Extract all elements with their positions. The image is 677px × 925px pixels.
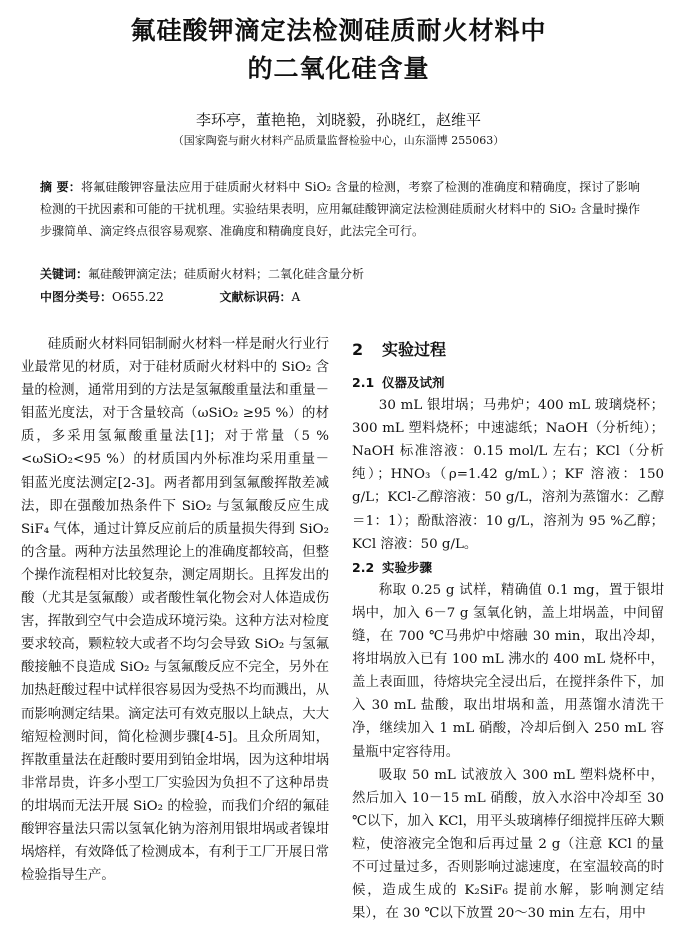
intro-paragraph: 硅质耐火材料同铝制耐火材料一样是耐火行业行业最常见的材质，对于硅材质耐火材料中的 SiO₂ 含量的检测，通常用到的方法是氢氟酸重量法和重量－钼蓝光度法，对于含量较高（ωSiO₂ ≥95 %）的材质，多采用氢氟酸重量法[1]；对于常量（5 %<ωSiO₂<95 %）的材质国内外标准均采用重量－钼蓝光度法测定[2-3]。两者都用到氢氟酸挥散差减法，即在强酸加热条件下 SiO₂ 与氢氟酸反应生成 SiF₄ 气体，通过计算反应前后的质量损失得到 SiO₂ 的含量。两种方法虽然理论上的准确度都较高，但整个操作流程相对比较复杂，测定周期长。且挥发出的酸（尤其是氢氟酸）或者酸性氧化物会对人体造成伤害，挥散到空气中会造成环境污染。这种方法对检度要求较高，颗粒较大或者不均匀会导致 SiO₂ 与氢氟酸接触不良造成 SiO₂ 与氢氟酸反应不完全，另外在加热赶酸过程中试样很容易因为受热不均而溅出，从而影响测定结果。滴定法可有效克服以上缺点，大大缩短检测时间，简化检测步骤[4-5]。且众所周知，挥散重量法在赶酸时要用到铂金坩埚，因为这种坩埚非常昂贵，许多小型工厂实验因为负担不了这种昂贵的坩埚而无法开展 SiO₂ 的检验，而我们介绍的氟硅酸钾容量法只需以氢氧化钠为溶剂用银坩埚或者镍坩埚熔样，有效降低了检测成本，有利于工厂开展日常检验指导生产。 (21, 337, 329, 884)
clc-label: 中图分类号： (40, 290, 113, 304)
apparatus-paragraph: 30 mL 银坩埚；马弗炉；400 mL 玻璃烧杯；300 mL 塑料烧杯；中速滤纸；NaOH（分析纯）；NaOH 标准溶液：0.15 mol/L 左右；KCl（分析纯）；HNO₃（ρ=1.42 g/mL）；KF 溶液：150 g/L；KCl-乙醇溶液：50 g/L，溶剂为蒸馏水：乙醇＝1：1）；酚酞溶液：10 g/L，溶剂为 95 %乙醇；KCl 溶液：50 g/L。 (352, 398, 664, 552)
title-line-2: 的二氧化硅含量 (247, 54, 430, 83)
procedure-paragraph-1: 称取 0.25 g 试样，精确值 0.1 mg，置于银坩埚中，加入 6－7 g 氢氧化钠，盖上坩埚盖，中间留缝，在 700 ℃马弗炉中熔融 30 min，取出冷却，将坩埚放入已有 100 mL 沸水的 400 mL 烧杯中，盖上表面皿，待熔块完全浸出后，在搅拌条件下，加入 30 mL 盐酸，取出坩埚和盖，用蒸馏水清洗干净，继续加入 1 mL 硝酸，冷却后倒入 250 mL 容量瓶中定容待用。 (352, 582, 664, 760)
abstract-label: 摘 要： (40, 180, 81, 194)
keywords-text: 氟硅酸钾滴定法；硅质耐火材料；二氧化硅含量分析 (88, 267, 365, 281)
right-column (352, 333, 664, 925)
section-heading (352, 337, 664, 363)
affiliation: （国家陶瓷与耐火材料产品质量监督检验中心，山东淄博 255063） (172, 134, 505, 147)
paper-title (0, 12, 677, 88)
subsection-number: 2.2 (352, 559, 375, 575)
title-line-1: 氟硅酸钾滴定法检测硅质耐火材料中 (130, 16, 547, 45)
subsection-title: 实验步骤 (382, 559, 433, 575)
doc-code-label: 文献标识码： (219, 290, 292, 304)
left-column (21, 333, 329, 887)
author-list: 李环亭，董艳艳，刘晓毅，孙晓红，赵维平 (195, 111, 481, 129)
subsection-heading-apparatus (352, 371, 664, 394)
section-number: 2 (352, 340, 364, 359)
clc-value: O655.22 (112, 290, 164, 304)
classification-line (40, 288, 640, 306)
procedure-paragraph-2: 吸取 50 mL 试液放入 300 mL 塑料烧杯中，然后加入 10－15 mL 硝酸，放入水浴中冷却至 30 ℃以下，加入 KCl，用平头玻璃棒仔细搅拌压碎大颗粒，使溶液完全饱和后再过量 2 g（注意 KCl 的量不可过量过多，否则影响过滤速度，在室温较高的时候，造成生成的 K₂SiF₆ 提前水解，影响测定结果），在 30 ℃以下放置 20～30 min 左右，用中 (352, 767, 664, 922)
keywords (40, 264, 640, 284)
subsection-number: 2.1 (352, 375, 375, 390)
subsection-title: 仪器及试剂 (382, 375, 445, 390)
section-title: 实验过程 (382, 340, 447, 359)
abstract-text: 将氟硅酸钾容量法应用于硅质耐火材料中 SiO₂ 含量的检测，考察了检测的准确度和精确度，探讨了影响检测的干扰因素和可能的干扰机理。实验结果表明，应用氟硅酸钾滴定法检测硅质耐火材料中的 SiO₂ 含量时操作步骤简单、滴定终点很容易观察、准确度和精确度良好，此法完全可行。 (40, 180, 640, 238)
keywords-label: 关键词： (40, 267, 89, 281)
doc-code-value: A (291, 290, 301, 304)
subsection-heading-procedure (352, 556, 664, 579)
abstract (40, 176, 640, 242)
